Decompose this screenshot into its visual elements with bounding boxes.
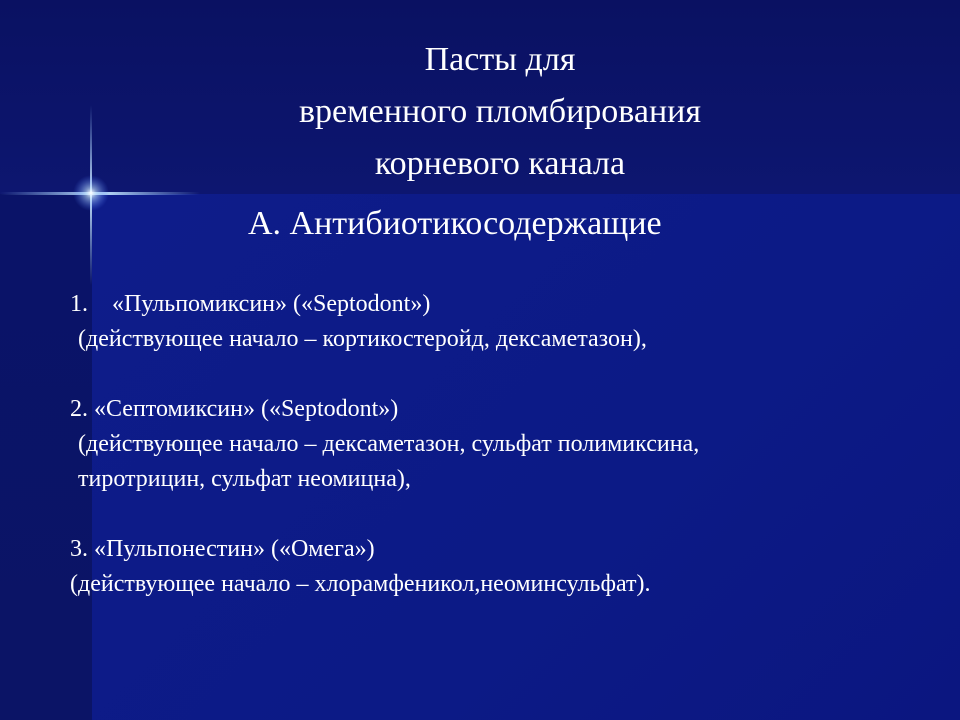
list-item-1-title: «Пульпомиксин» («Septodont») [112,291,431,317]
title-line-1: Пасты для [424,41,576,78]
slide-title [0,34,960,190]
list-item-2-detail-1: (действующее начало – дексаметазон, сульфат полимиксина, [78,431,700,457]
list-spacer [70,357,930,392]
list-item-3-number: 3. [70,536,88,562]
title-line-3: корневого канала [374,145,626,182]
paste-list [70,287,930,602]
list-spacer [70,497,930,532]
list-item-1-number: 1. [70,291,88,317]
list-item-1-detail-1: (действующее начало – кортикостеройд, дексаметазон), [78,326,647,352]
list-item-2-heading [70,392,930,427]
list-item-3-title: «Пульпонестин» («Омега») [94,536,375,562]
list-item-2-title: «Септомиксин» («Septodont») [94,396,399,422]
list-item-2-number: 2. [70,396,88,422]
list-item-3-detail-1: (действующее начало – хлорамфеникол,неоминсульфат). [70,571,651,597]
list-item-3-heading [70,532,930,567]
list-item-2-detail-2: тиротрицин, сульфат неомицна), [78,466,411,492]
title-line-2: временного пломбирования [299,93,701,130]
list-item-1-heading [70,287,930,322]
slide-subtitle: А. Антибиотикосодержащие [248,205,662,242]
